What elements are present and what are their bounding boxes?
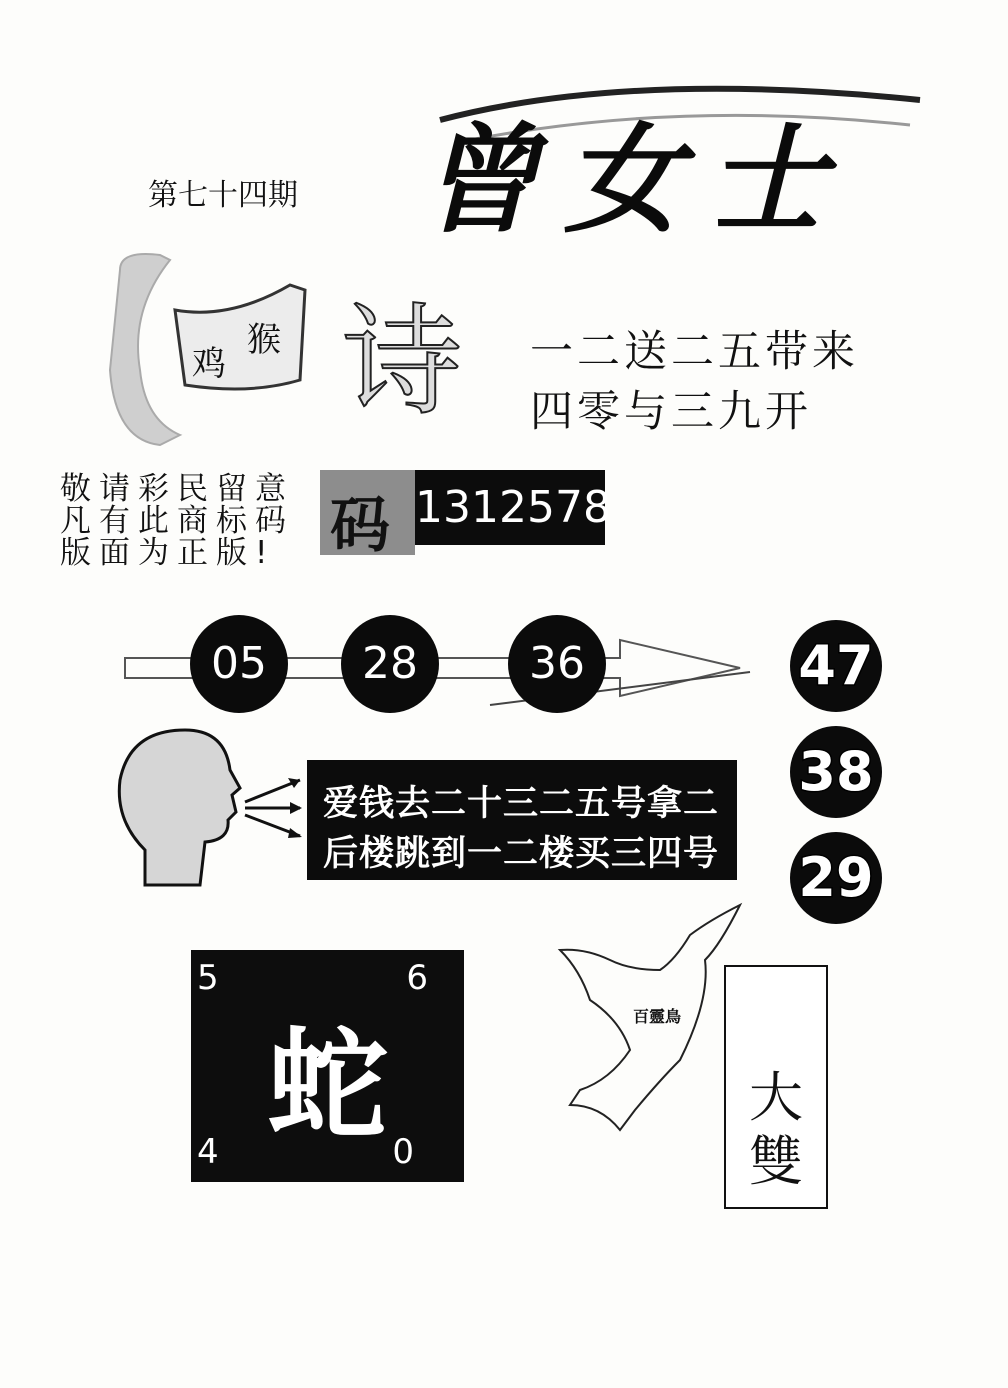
- number-ball: 28: [341, 615, 439, 713]
- number-ball: 36: [508, 615, 606, 713]
- corner-number-bottom-right: 0: [392, 1132, 414, 1172]
- speaking-head-icon: [110, 720, 320, 900]
- notice-line-3: 版面为正版!: [60, 535, 276, 571]
- page-title: 曾女士: [420, 110, 853, 249]
- card-animal-rooster: 鸡: [192, 344, 226, 384]
- trademark-char: 码: [330, 491, 390, 561]
- snake-panel: [191, 950, 464, 1182]
- corner-number-top-right: 6: [406, 958, 428, 998]
- riddle-box: [307, 760, 737, 880]
- number-ball-large: 29: [790, 832, 882, 924]
- card-animal-monkey: 猴: [247, 320, 281, 360]
- corner-number-bottom-left: 4: [197, 1132, 219, 1172]
- poem-label: 诗: [342, 293, 462, 432]
- big-double-box: [724, 965, 828, 1209]
- corner-number-top-left: 5: [197, 958, 219, 998]
- big-double-line-2: 雙: [749, 1130, 803, 1193]
- notice-line-2: 凡有此商标码: [60, 503, 294, 539]
- riddle-line-2: 后楼跳到一二楼买三四号: [323, 834, 720, 874]
- poem-line-1: 一二送二五带来: [530, 327, 859, 377]
- snake-char: 蛇: [267, 1015, 388, 1156]
- notice-line-1: 敬请彩民留意: [60, 471, 294, 507]
- number-ball: 05: [190, 615, 288, 713]
- dove-label: 百靈鳥: [633, 1007, 682, 1026]
- riddle-line-1: 爱钱去二十三二五号拿二: [323, 784, 720, 824]
- poem-line-2: 四零与三九开: [530, 387, 812, 437]
- big-double-line-1: 大: [749, 1066, 803, 1129]
- number-ball-large: 38: [790, 726, 882, 818]
- number-ball-large: 47: [790, 620, 882, 712]
- issue-number: 第七十四期: [148, 178, 298, 213]
- code-number: 1312578: [415, 470, 605, 545]
